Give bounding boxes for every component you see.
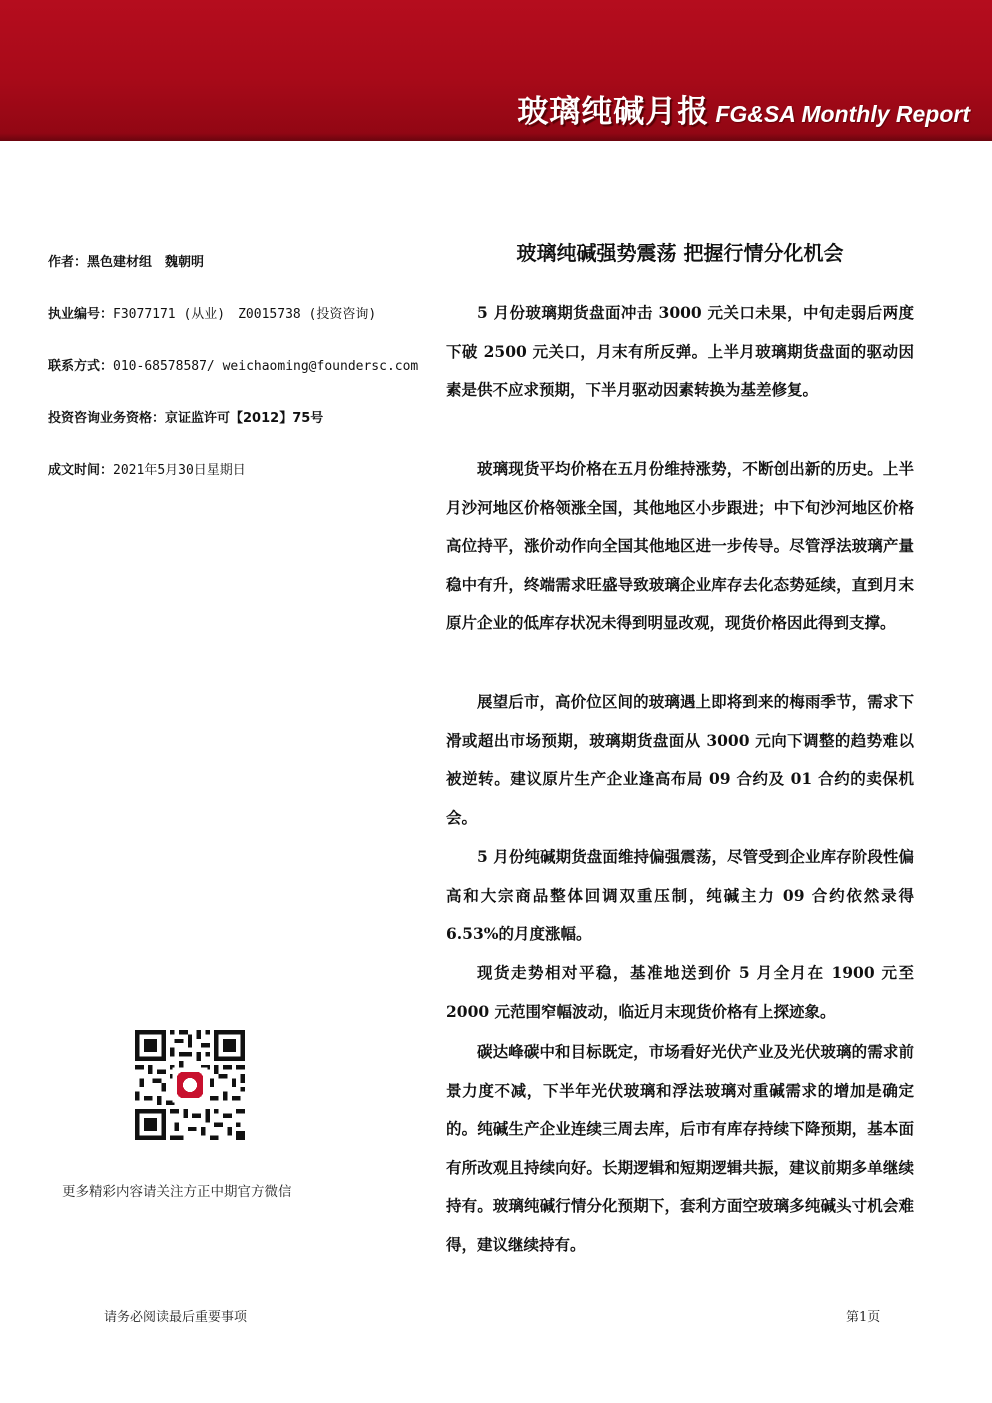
license-line [48,303,376,322]
contact-label: 联系方式： [48,359,114,374]
qr-code-icon [135,1030,245,1140]
author-line [48,251,204,270]
qualification-line [48,407,323,426]
footer-notice: 请务必阅读最后重要事项 [104,1310,248,1325]
contact-value: 010-68578587/ weichaoming@foundersc.com [113,359,419,374]
report-title-cn: 玻璃纯碱月报 [517,94,710,130]
article-paragraph: 现货走势相对平稳，基准地送到价 5 月全月在 1900 元至 2000 元范围窄幅波动，临近月末现货价格有上探迹象。 [446,963,914,1021]
license-value: F3077171 (从业) Z0015738 (投资咨询) [113,307,377,322]
date-label: 成文时间： [48,463,114,478]
page-number: 第1页 [846,1310,881,1325]
report-title-en: FG&SA Monthly Report [715,101,970,127]
contact-line [48,355,418,374]
article-paragraph: 碳达峰碳中和目标既定，市场看好光伏产业及光伏玻璃的需求前景力度不减，下半年光伏玻璃和浮法玻璃对重碱需求的增加是确定的。纯碱生产企业连续三周去库，后市有库存持续下降预期，基本面有所改观且持续向好。长期逻辑和短期逻辑共振，建议前期多单继续持有。玻璃纯碱行情分化预期下，套利方面空玻璃多纯碱头寸机会难得，建议继续持有。 [446,1042,914,1254]
qualification-value: 京证监许可【2012】75号 [165,411,324,426]
date-line [48,459,246,478]
article-paragraph: 5 月份纯碱期货盘面维持偏强震荡，尽管受到企业库存阶段性偏高和大宗商品整体回调双重压制，纯碱主力 09 合约依然录得 6.53%的月度涨幅。 [446,847,914,943]
header-shade [0,133,992,141]
date-value: 2021年5月30日星期日 [113,463,246,478]
article-paragraph: 展望后市，高价位区间的玻璃遇上即将到来的梅雨季节，需求下滑或超出市场预期，玻璃期货盘面从 3000 元向下调整的趋势难以被逆转。建议原片生产企业逢高布局 09 合约及 01 合约的卖保机会。 [446,692,914,827]
license-label: 执业编号： [48,307,114,322]
author-value: 黑色建材组 魏朝明 [87,255,205,270]
qualification-label: 投资咨询业务资格： [48,411,166,426]
qr-caption: 更多精彩内容请关注方正中期官方微信 [62,1184,292,1200]
article-title: 玻璃纯碱强势震荡 把握行情分化机会 [516,241,844,265]
report-title [517,86,970,132]
article-paragraph: 5 月份玻璃期货盘面冲击 3000 元关口未果，中旬走弱后两度下破 2500 元关口，月末有所反弹。上半月玻璃期货盘面的驱动因素是供不应求预期，下半月驱动因素转换为基差修复。 [446,303,914,399]
header-band [0,0,992,141]
author-label: 作者： [48,255,88,270]
article-paragraph: 玻璃现货平均价格在五月份维持涨势，不断创出新的历史。上半月沙河地区价格领涨全国，其他地区小步跟进；中下旬沙河地区价格高位持平，涨价动作向全国其他地区进一步传导。尽管浮法玻璃产量稳中有升，终端需求旺盛导致玻璃企业库存去化态势延续，直到月末原片企业的低库存状况未得到明显改观，现货价格因此得到支撑。 [446,459,914,632]
